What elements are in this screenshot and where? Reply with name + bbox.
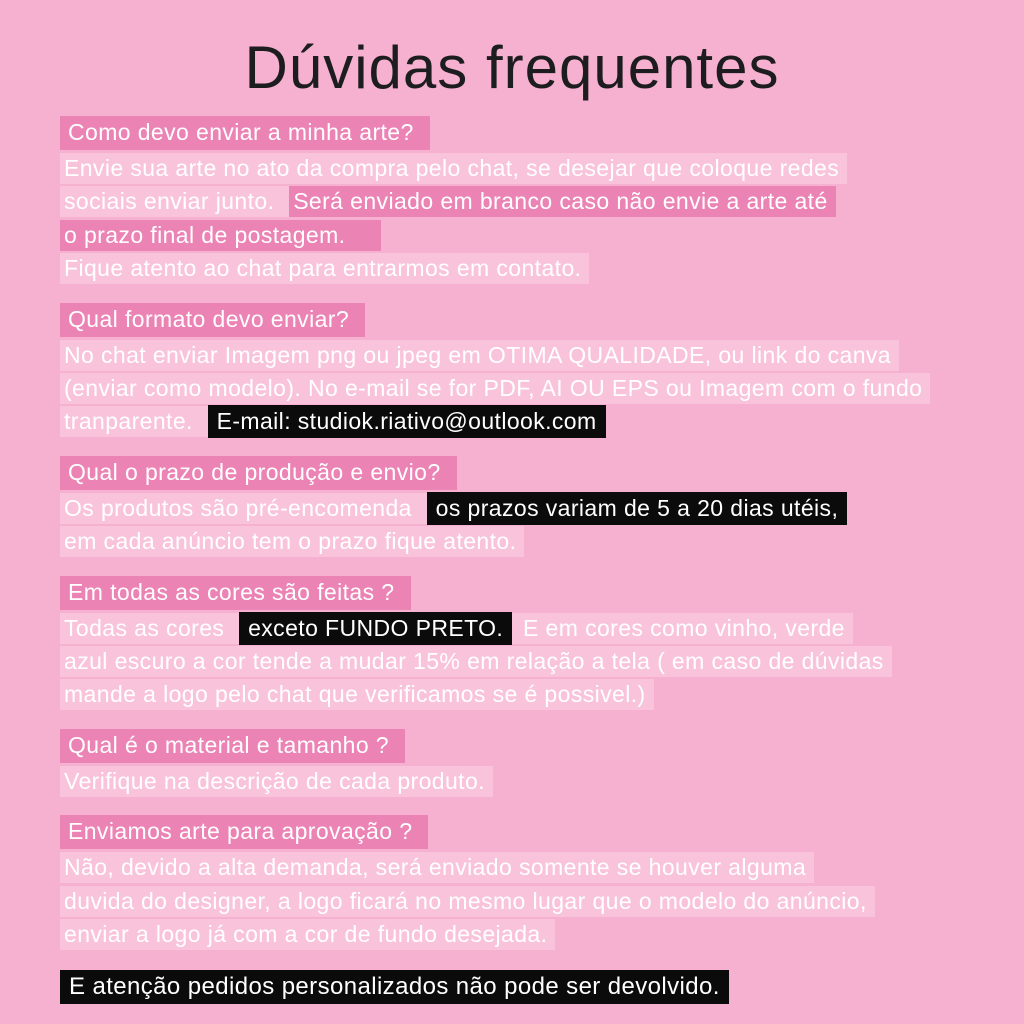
faq-question-line (60, 815, 964, 851)
faq-question: Qual o prazo de produção e envio? (60, 456, 457, 490)
faq-question: Qual formato devo enviar? (60, 303, 365, 337)
faq-answer-line (60, 339, 964, 372)
page-title: Dúvidas frequentes (244, 34, 780, 101)
answer-segment-black: os prazos variam de 5 a 20 dias utéis, (427, 492, 848, 525)
footer-warning (60, 969, 964, 1005)
answer-segment-light: sociais enviar junto. (60, 186, 289, 217)
answer-segment-light: mande a logo pelo chat que verificamos se é possivel.) (60, 679, 654, 710)
faq-answer-line (60, 885, 964, 918)
faq-question-line (60, 576, 964, 612)
answer-segment-light: tranparente. (60, 406, 208, 437)
faq-answer-line (60, 219, 964, 252)
faq-answer-line (60, 525, 964, 558)
faq-answer-line (60, 492, 964, 525)
faq-answer-line (60, 765, 964, 798)
footer-warning-text: E atenção pedidos personalizados não pode ser devolvido. (60, 970, 729, 1004)
answer-segment-light: enviar a logo já com a cor de fundo desejada. (60, 919, 555, 950)
answer-segment-light: duvida do designer, a logo ficará no mesmo lugar que o modelo do anúncio, (60, 886, 875, 917)
faq-answer-line (60, 185, 964, 218)
faq-question: Enviamos arte para aprovação ? (60, 815, 428, 849)
faq-section (60, 815, 964, 951)
answer-segment-light: (enviar como modelo). No e-mail se for PDF, AI OU EPS ou Imagem com o fundo (60, 373, 930, 404)
answer-segment-light: Os produtos são pré-encomenda (60, 493, 427, 524)
answer-segment-pink: o prazo final de postagem. (60, 220, 381, 251)
faq-question-line (60, 729, 964, 765)
answer-segment-light: E em cores como vinho, verde (512, 613, 853, 644)
faq-section (60, 456, 964, 559)
faq-question: Qual é o material e tamanho ? (60, 729, 405, 763)
answer-segment-light: Todas as cores (60, 613, 239, 644)
faq-section (60, 116, 964, 286)
faq-question-line (60, 456, 964, 492)
faq-answer-line (60, 252, 964, 285)
faq-answer-line (60, 405, 964, 438)
answer-segment-light: Não, devido a alta demanda, será enviado somente se houver alguma (60, 852, 814, 883)
faq-answer-line (60, 612, 964, 645)
faq-sections (60, 116, 964, 952)
answer-segment-light: No chat enviar Imagem png ou jpeg em OTIMA QUALIDADE, ou link do canva (60, 340, 899, 371)
faq-section (60, 729, 964, 798)
faq-answer-line (60, 918, 964, 951)
faq-question-line (60, 303, 964, 339)
faq-question: Como devo enviar a minha arte? (60, 116, 430, 150)
faq-question: Em todas as cores são feitas ? (60, 576, 411, 610)
faq-question-line (60, 116, 964, 152)
faq-answer-line (60, 851, 964, 884)
answer-segment-black: E-mail: studiok.riativo@outlook.com (208, 405, 606, 438)
answer-segment-black: exceto FUNDO PRETO. (239, 612, 512, 645)
faq-answer-line (60, 152, 964, 185)
faq-answer-line (60, 678, 964, 711)
answer-segment-light: Envie sua arte no ato da compra pelo chat, se desejar que coloque redes (60, 153, 847, 184)
faq-section (60, 303, 964, 439)
answer-segment-light: em cada anúncio tem o prazo fique atento. (60, 526, 524, 557)
answer-segment-light: azul escuro a cor tende a mudar 15% em relação a tela ( em caso de dúvidas (60, 646, 892, 677)
answer-segment-pink: Será enviado em branco caso não envie a arte até (289, 186, 835, 217)
faq-section (60, 576, 964, 712)
faq-answer-line (60, 372, 964, 405)
faq-answer-line (60, 645, 964, 678)
answer-segment-light: Verifique na descrição de cada produto. (60, 766, 493, 797)
answer-segment-light: Fique atento ao chat para entrarmos em contato. (60, 253, 589, 284)
